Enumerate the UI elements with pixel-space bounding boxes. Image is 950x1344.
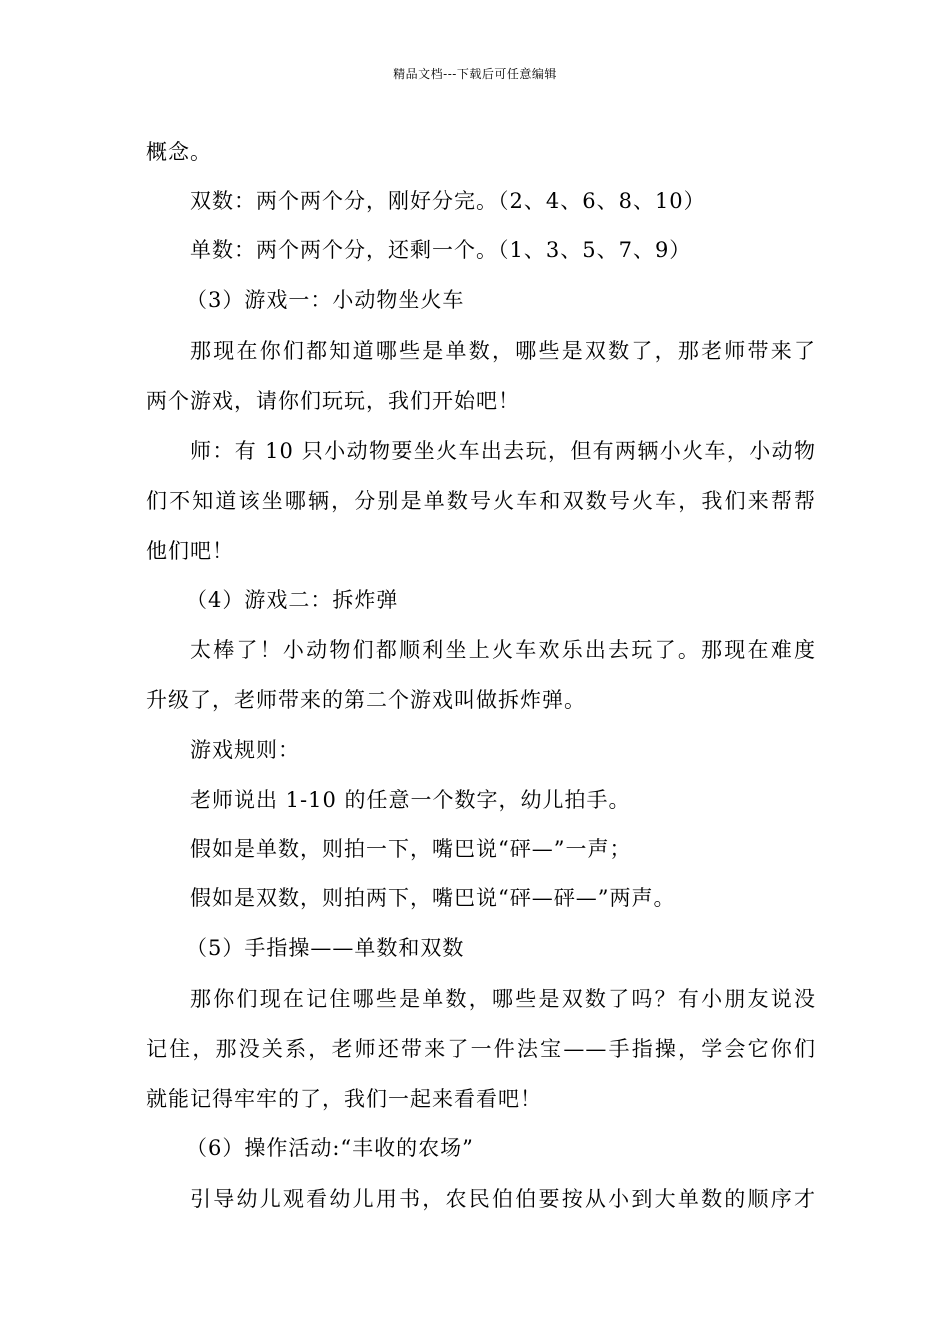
text-line: 们不知道该坐哪辆，分别是单数号火车和双数号火车，我们来帮帮 bbox=[146, 489, 816, 513]
text-line: 单数：两个两个分，还剩一个。（1、3、5、7、9） bbox=[190, 238, 692, 262]
text-line: 老师说出 1-10 的任意一个数字，幼儿拍手。 bbox=[190, 788, 631, 812]
page-header: 精品文档---下载后可任意编辑 bbox=[393, 67, 557, 81]
section-heading: （3）游戏一：小动物坐火车 bbox=[186, 288, 465, 312]
section-heading: （4）游戏二：拆炸弹 bbox=[186, 588, 399, 612]
text-line: 他们吧！ bbox=[146, 539, 234, 563]
text-line: 双数：两个两个分，刚好分完。（2、4、6、8、10） bbox=[190, 189, 706, 213]
section-heading: （5）手指操——单数和双数 bbox=[186, 936, 465, 960]
text-line: 升级了，老师带来的第二个游戏叫做拆炸弹。 bbox=[146, 688, 586, 712]
text-line: 那现在你们都知道哪些是单数，哪些是双数了，那老师带来了 bbox=[190, 339, 816, 363]
text-line: 概念。 bbox=[146, 140, 212, 164]
text-line: 那你们现在记住哪些是单数，哪些是双数了吗？有小朋友说没 bbox=[190, 987, 816, 1011]
text-line: 假如是双数，则拍两下，嘴巴说“砰—砰—”两声。 bbox=[190, 886, 676, 910]
text-line: 游戏规则： bbox=[190, 738, 300, 762]
text-line: 引导幼儿观看幼儿用书，农民伯伯要按从小到大单数的顺序才 bbox=[190, 1187, 816, 1211]
text-line: 太棒了！小动物们都顺利坐上火车欢乐出去玩了。那现在难度 bbox=[190, 638, 816, 662]
text-line: 记住，那没关系，老师还带来了一件法宝——手指操，学会它你们 bbox=[146, 1037, 816, 1061]
text-line: 两个游戏，请你们玩玩，我们开始吧！ bbox=[146, 389, 520, 413]
text-line: 师：有 10 只小动物要坐火车出去玩，但有两辆小火车，小动物 bbox=[190, 439, 816, 463]
section-heading: （6）操作活动:“丰收的农场” bbox=[186, 1136, 474, 1160]
text-line: 就能记得牢牢的了，我们一起来看看吧！ bbox=[146, 1087, 542, 1111]
text-line: 假如是单数，则拍一下，嘴巴说“砰—”一声； bbox=[190, 837, 632, 861]
